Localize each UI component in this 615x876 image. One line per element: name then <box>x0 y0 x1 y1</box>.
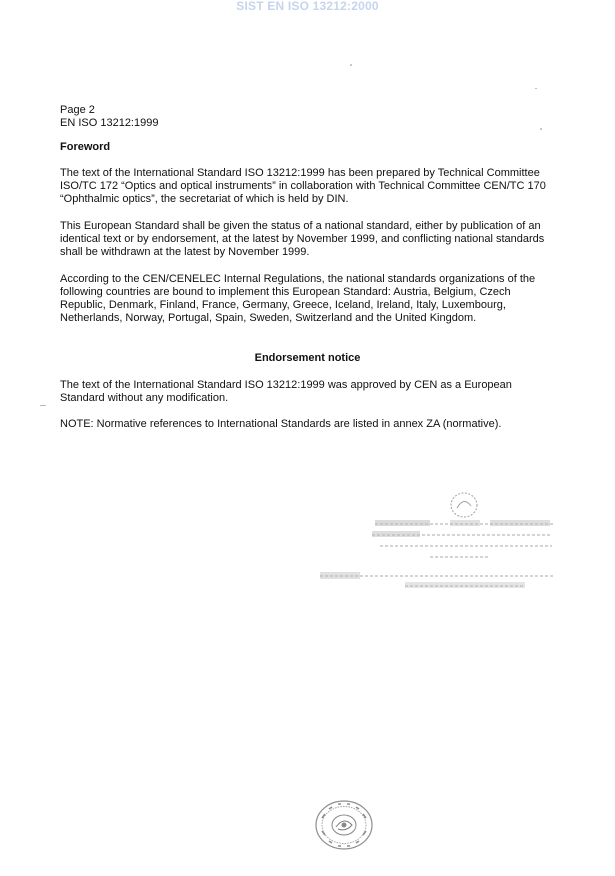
received-stamp-marks <box>320 490 560 600</box>
foreword-paragraph-1: The text of the International Standard ISO 13212:1999 has been prepared by Technical Committee ISO/TC 172 “Optics and optical instruments” in collaboration with Technical Committee CEN/TC 170 “Ophthalmic optics”, the secretariat of which is held by DIN. <box>60 167 546 205</box>
endorsement-paragraph: The text of the International Standard ISO 13212:1999 was approved by CEN as a European Standard without any modification. <box>60 379 512 404</box>
foreword-heading: Foreword <box>60 141 111 153</box>
scan-speck <box>40 405 46 406</box>
scan-speck <box>350 64 352 66</box>
document-watermark: SIST EN ISO 13212:2000 <box>236 0 379 13</box>
scan-speck <box>535 88 537 89</box>
page-info <box>60 104 158 130</box>
normative-note: NOTE: Normative references to International Standards are listed in annex ZA (normative). <box>60 418 502 430</box>
foreword-paragraph-2: This European Standard shall be given the status of a national standard, either by publication of an identical text or by endorsement, at the latest by November 1999, and conflicting national standards shall be withdrawn at the latest by November 1999. <box>60 220 545 258</box>
faint-seal-mark <box>448 490 480 520</box>
scan-speck <box>540 128 542 130</box>
received-stamp <box>320 490 560 600</box>
page-number: Page 2 <box>60 104 95 116</box>
endorsement-heading: Endorsement notice <box>254 352 361 364</box>
foreword-paragraph-3: According to the CEN/CENELEC Internal Regulations, the national standards organizations of the following countries are bound to implement this European Standard: Austria, Belgium, Czech Republic, Denmark, Finland, France, Germany, Greece, Iceland, Ireland, Italy, Luxembourg, Netherlands, Norway, Portugal, Spain, Sweden, Switzerland and the United Kingdom. <box>60 273 536 324</box>
official-seal <box>311 798 377 852</box>
standard-id: EN ISO 13212:1999 <box>60 117 159 129</box>
